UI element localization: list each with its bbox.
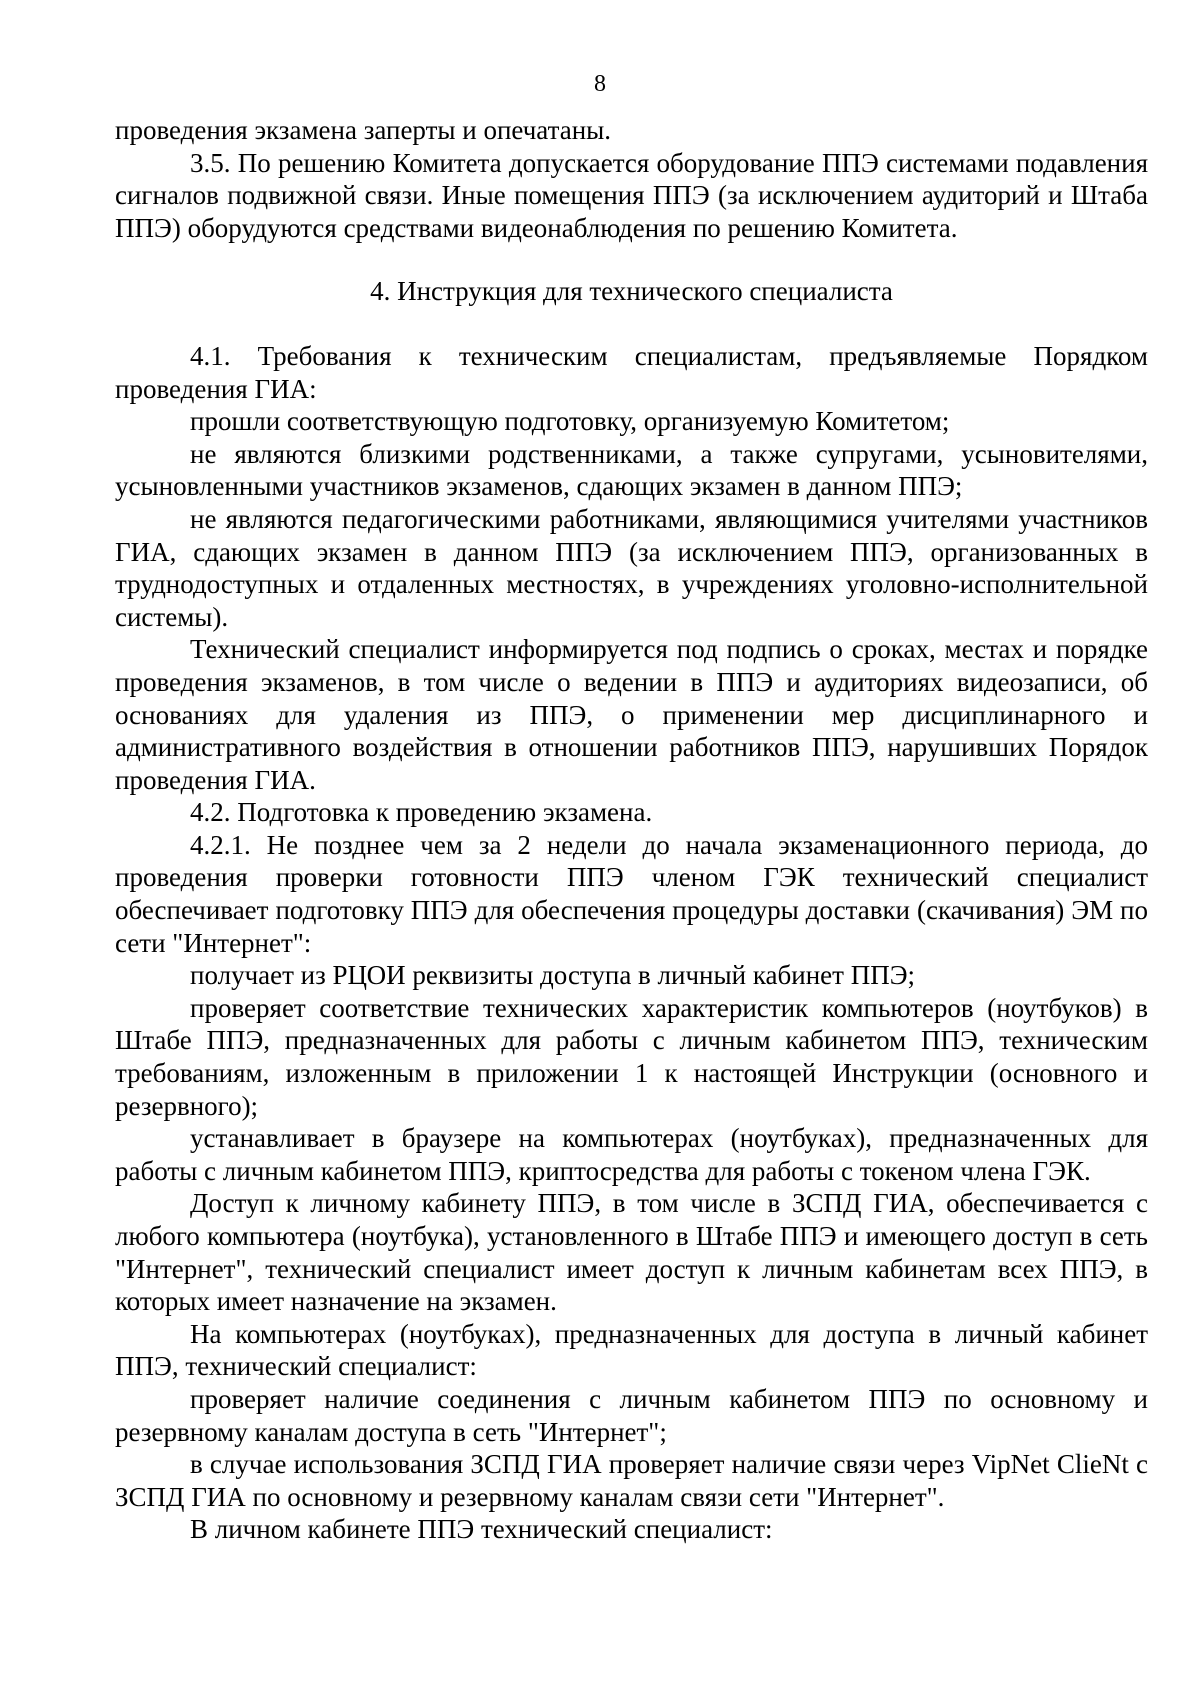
paragraph-cabinet: В личном кабинете ППЭ технический специалист:: [190, 1514, 773, 1545]
list-item-install-crypto: устанавливает в браузере на компьютерах (ноутбуках), предназначенных для работы с личным кабинетом ППЭ, криптосредства для работы с токеном члена ГЭК.: [115, 1123, 1148, 1186]
requirement-item-training: прошли соответствующую подготовку, организуемую Комитетом;: [190, 406, 950, 437]
paragraph-4-1: 4.1. Требования к техническим специалистам, предъявляемые Порядком проведения ГИА:: [115, 340, 1148, 404]
list-item-vipnet: в случае использования ЗСПД ГИА проверяет наличие связи через VipNet ClieNt с ЗСПД ГИА по основному и резервному каналам связи сети "Интернет".: [115, 1449, 1148, 1512]
list-item-credentials: получает из РЦОИ реквизиты доступа в личный кабинет ППЭ;: [190, 960, 916, 991]
section-heading-4: 4. Инструкция для технического специалиста: [370, 276, 893, 307]
page-number: 8: [594, 71, 606, 97]
document-body: [115, 114, 1148, 1546]
paragraph-continuation: проведения экзамена заперты и опечатаны.: [115, 115, 612, 145]
paragraph-4-2: 4.2. Подготовка к проведению экзамена.: [190, 797, 653, 828]
list-item-check-connection: проверяет наличие соединения с личным кабинетом ППЭ по основному и резервному каналам доступа в сеть "Интернет";: [115, 1383, 1148, 1447]
requirement-item-teachers: не являются педагогическими работниками, являющимися учителями участников ГИА, сдающих экзамен в данном ППЭ (за исключением ППЭ, организованных в труднодоступных и отдаленных местностях, в учреждениях уголовно-исполнительной системы).: [115, 503, 1148, 632]
paragraph-access: Доступ к личному кабинету ППЭ, в том числе в ЗСПД ГИА, обеспечивается с любого компьютера (ноутбука), установленного в Штабе ППЭ и имеющего доступ в сеть "Интернет", технический специалист имеет доступ к личным кабинетам всех ППЭ, в которых имеет назначение на экзамен.: [115, 1188, 1148, 1317]
list-item-check-hardware: проверяет соответствие технических характеристик компьютеров (ноутбуков) в Штабе ППЭ, предназначенных для работы с личным кабинетом ППЭ, техническим требованиям, изложенным в приложении 1 к настоящей Инструкции (основного и резервного);: [115, 992, 1148, 1121]
paragraph-informed: Технический специалист информируется под подпись о сроках, местах и порядке проведения экзаменов, в том числе о ведении в ППЭ и аудиториях видеозаписи, об основаниях для удаления из ППЭ, о применении мер дисциплинарного и административного воздействия в отношении работников ППЭ, нарушивших Порядок проведения ГИА.: [115, 634, 1148, 795]
paragraph-3-5: 3.5. По решению Комитета допускается оборудование ППЭ системами подавления сигналов подвижной связи. Иные помещения ППЭ (за исключением аудиторий и Штаба ППЭ) оборудуются средствами видеонаблюдения по решению Комитета.: [115, 147, 1148, 243]
paragraph-4-2-1: 4.2.1. Не позднее чем за 2 недели до начала экзаменационного периода, до проведения проверки готовности ППЭ членом ГЭК технический специалист обеспечивает подготовку ППЭ для обеспечения процедуры доставки (скачивания) ЭМ по сети "Интернет":: [115, 829, 1148, 958]
paragraph-computers: На компьютерах (ноутбуках), предназначенных для доступа в личный кабинет ППЭ, технический специалист:: [115, 1318, 1148, 1382]
requirement-item-relatives: не являются близкими родственниками, а также супругами, усыновителями, усыновленными участников экзаменов, сдающих экзамен в данном ППЭ;: [115, 438, 1148, 502]
